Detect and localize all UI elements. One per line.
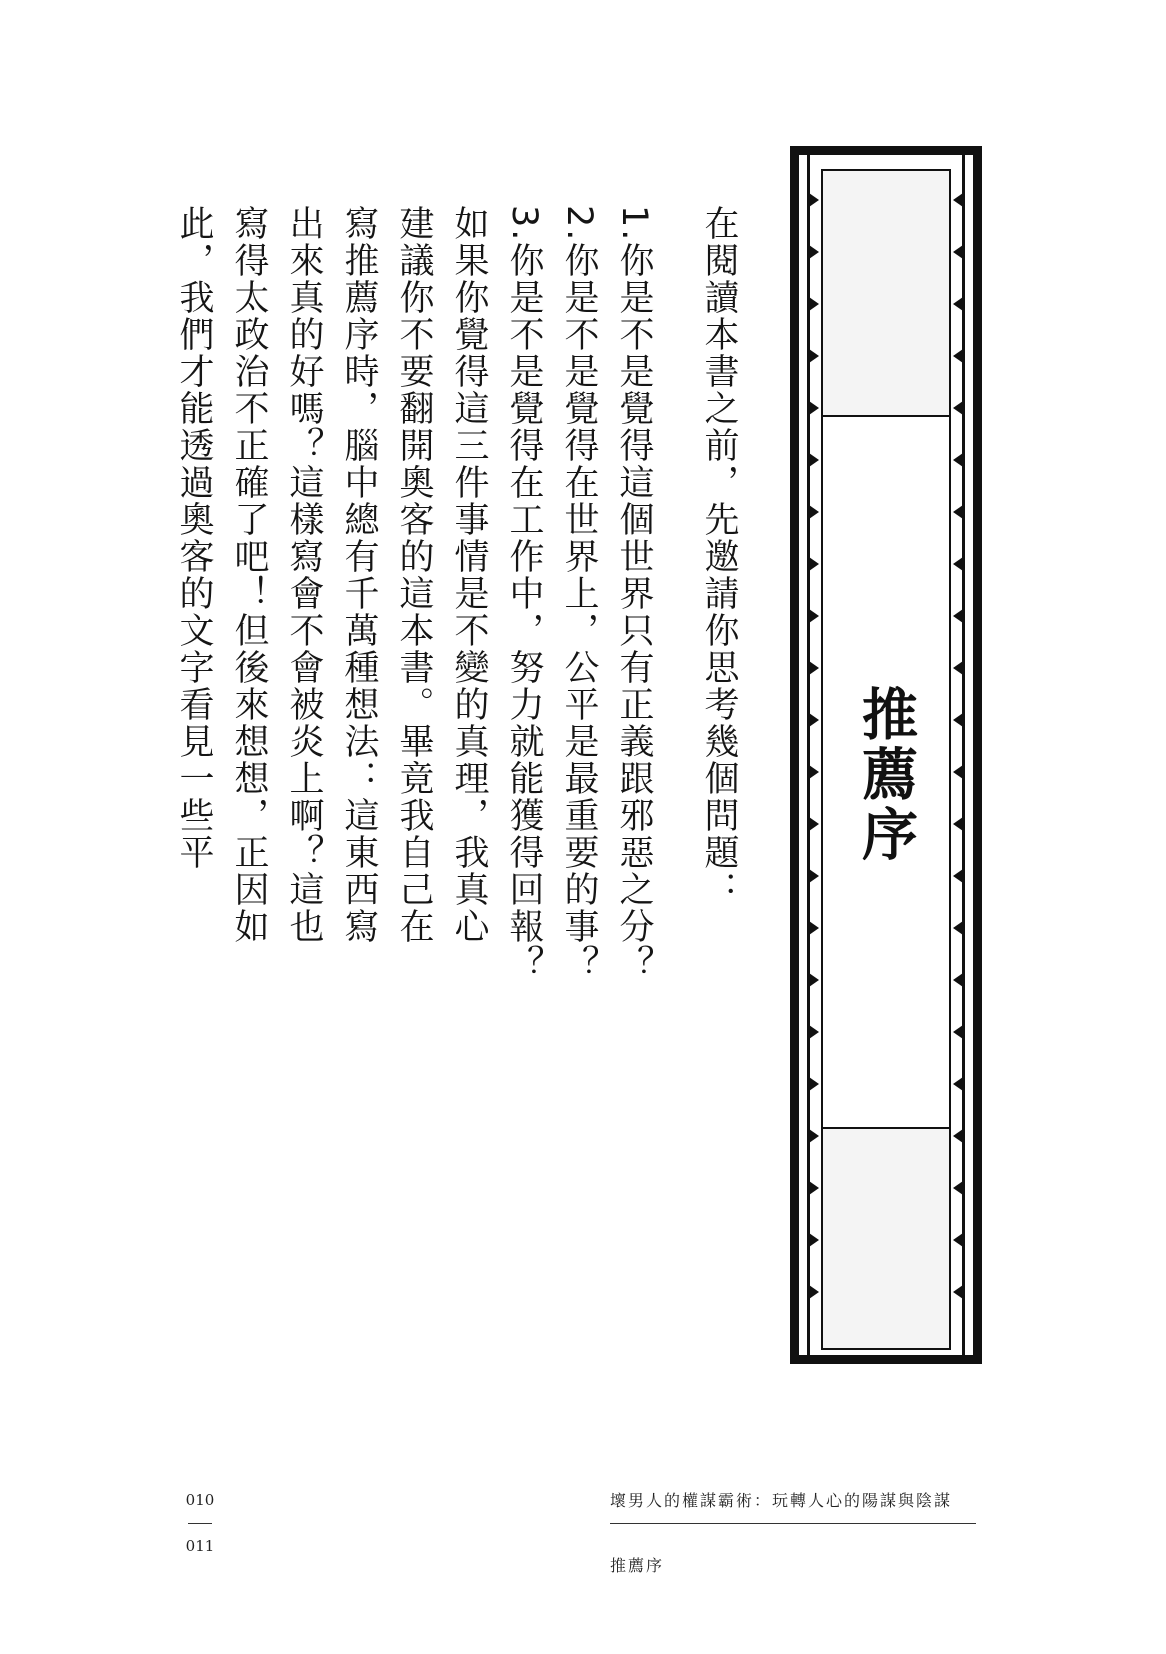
banner-notch bbox=[953, 349, 963, 363]
title-banner bbox=[790, 146, 982, 1364]
banner-notch bbox=[953, 973, 963, 987]
body-paragraph-line: 建議你不要翻開奧客的這本書。畢竟我自己在 bbox=[394, 205, 434, 945]
banner-notch bbox=[953, 765, 963, 779]
body-paragraph-line: 如果你覺得這三件事情是不變的真理，我真心 bbox=[449, 205, 489, 945]
banner-notch bbox=[953, 1025, 963, 1039]
body-paragraph-line: 寫推薦序時，腦中總有千萬種想法：這東西寫 bbox=[339, 205, 379, 945]
page-number-divider bbox=[188, 1523, 212, 1524]
question-list bbox=[496, 205, 661, 1365]
question-item: 3.你是不是覺得在工作中，努力就能獲得回報？ bbox=[504, 205, 544, 983]
banner-notch bbox=[809, 245, 819, 259]
body-paragraph bbox=[166, 205, 496, 1365]
banner-notch bbox=[809, 1233, 819, 1247]
banner-notch bbox=[953, 661, 963, 675]
banner-notch bbox=[809, 765, 819, 779]
banner-notch bbox=[809, 557, 819, 571]
banner-notch bbox=[953, 453, 963, 467]
banner-notches-right bbox=[951, 175, 963, 1335]
page-numbers bbox=[170, 1490, 230, 1556]
banner-notch bbox=[953, 297, 963, 311]
banner-notch bbox=[809, 1077, 819, 1091]
question-item: 1.你是不是覺得這個世界只有正義跟邪惡之分？ bbox=[614, 205, 654, 983]
banner-notch bbox=[809, 869, 819, 883]
banner-notch bbox=[809, 1181, 819, 1195]
page-number-left: 010 bbox=[185, 1491, 215, 1509]
footer-divider bbox=[610, 1523, 976, 1524]
banner-notch bbox=[809, 505, 819, 519]
banner-notch bbox=[953, 869, 963, 883]
banner-notch bbox=[809, 817, 819, 831]
banner-notch bbox=[953, 1181, 963, 1195]
banner-notch bbox=[809, 973, 819, 987]
banner-panel-bottom bbox=[821, 1127, 951, 1350]
banner-notch bbox=[953, 921, 963, 935]
banner-notch bbox=[953, 609, 963, 623]
chapter-title: 推薦序 bbox=[853, 685, 919, 865]
banner-notch bbox=[953, 557, 963, 571]
banner-notch bbox=[809, 1025, 819, 1039]
body-paragraph-line: 出來真的好嗎？這樣寫會不會被炎上啊？這也 bbox=[284, 205, 324, 945]
banner-notch bbox=[953, 245, 963, 259]
intro-paragraph: 在閱讀本書之前，先邀請你思考幾個問題： bbox=[699, 205, 739, 908]
banner-notch bbox=[809, 713, 819, 727]
banner-notch bbox=[809, 453, 819, 467]
banner-notch bbox=[809, 609, 819, 623]
body-text bbox=[166, 205, 746, 1365]
banner-panel-top bbox=[821, 169, 951, 417]
banner-notch bbox=[953, 713, 963, 727]
banner-notch bbox=[809, 661, 819, 675]
banner-notch bbox=[953, 817, 963, 831]
banner-notch bbox=[809, 297, 819, 311]
banner-notch bbox=[809, 1285, 819, 1299]
banner-notch bbox=[809, 1129, 819, 1143]
banner-notch bbox=[953, 1285, 963, 1299]
banner-notch bbox=[809, 349, 819, 363]
running-head-chapter: 推薦序 bbox=[610, 1556, 665, 1575]
running-head-book-title: 壞男人的權謀霸術：玩轉人心的陽謀與陰謀 bbox=[610, 1491, 953, 1510]
banner-notch bbox=[953, 505, 963, 519]
banner-notch bbox=[953, 401, 963, 415]
body-paragraph-line: 寫得太政治不正確了吧！但後來想想，正因如 bbox=[229, 205, 269, 945]
banner-notch bbox=[953, 1129, 963, 1143]
banner-notch bbox=[953, 1233, 963, 1247]
banner-notch bbox=[809, 193, 819, 207]
banner-notch bbox=[809, 401, 819, 415]
banner-notch bbox=[953, 1077, 963, 1091]
question-item: 2.你是不是覺得在世界上，公平是最重要的事？ bbox=[559, 205, 599, 983]
banner-notch bbox=[953, 193, 963, 207]
banner-notch bbox=[809, 921, 819, 935]
banner-notches-left bbox=[809, 175, 821, 1335]
page-number-right: 011 bbox=[185, 1537, 215, 1555]
body-paragraph-line: 此，我們才能透過奧客的文字看見一些平 bbox=[174, 205, 214, 871]
